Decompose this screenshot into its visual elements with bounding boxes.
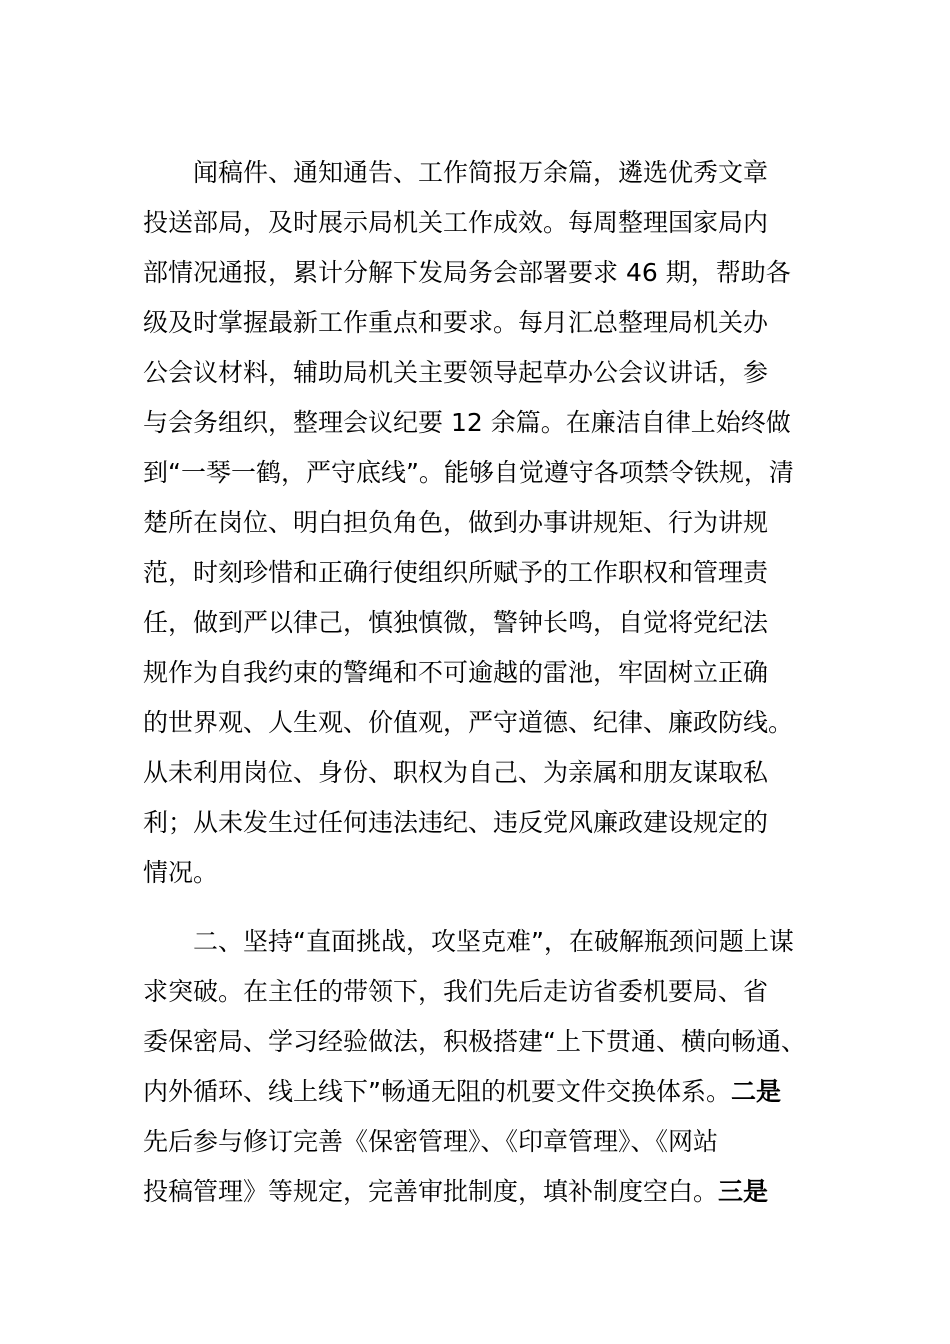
text-line: 任，做到严以律己，慎独慎微，警钟长鸣，自觉将党纪法 <box>143 608 769 637</box>
bold-marker-third: 三是 <box>718 1177 769 1206</box>
text-line <box>143 1067 811 1117</box>
text-line: 到“一琴一鹤，严守底线”。能够自觉遵守各项禁令铁规，清 <box>143 458 794 487</box>
text-line: 求突破。在主任的带领下，我们先后走访省委机要局、省 <box>143 977 769 1006</box>
text-line: 楚所在岗位、明白担负角色，做到办事讲规矩、行为讲规 <box>143 508 769 537</box>
text-line: 范，时刻珍惜和正确行使组织所赋予的工作职权和管理责 <box>143 558 769 587</box>
text-line: 规作为自我约束的警绳和不可逾越的雷池，牢固树立正确 <box>143 658 769 687</box>
text-line: 先后参与修订完善《保密管理》、《印章管理》、《网站 <box>143 1127 719 1156</box>
text-line: 部情况通报，累计分解下发局务会部署要求 46 期，帮助各 <box>143 258 791 287</box>
text-line: 利；从未发生过任何违法违纪、违反党风廉政建设规定的 <box>143 808 769 837</box>
text-line: 的世界观、人生观、价值观，严守道德、纪律、廉政防线。 <box>143 708 794 737</box>
bold-marker-second: 二是 <box>730 1077 781 1106</box>
text-line: 委保密局、学习经验做法，积极搭建“上下贯通、横向畅通、 <box>143 1027 806 1056</box>
text-line: 从未利用岗位、身份、职权为自己、为亲属和朋友谋取私 <box>143 758 769 787</box>
paragraph-integrity <box>143 148 811 898</box>
text-line: 公会议材料，辅助局机关主要领导起草办公会议讲话，参 <box>143 358 769 387</box>
text-line: 情况。 <box>143 858 219 887</box>
text-line: 投送部局，及时展示局机关工作成效。每周整理国家局内 <box>143 208 769 237</box>
text-run: 内外循环、线上线下”畅通无阻的机要文件交换体系。 <box>143 1077 731 1106</box>
text-line: 级及时掌握最新工作重点和要求。每月汇总整理局机关办 <box>143 308 769 337</box>
text-line: 与会务组织，整理会议纪要 12 余篇。在廉洁自律上始终做 <box>143 408 791 437</box>
section-heading-line: 二、坚持“直面挑战，攻坚克难”，在破解瓶颈问题上谋 <box>193 927 794 956</box>
text-run: 投稿管理》等规定，完善审批制度，填补制度空白。 <box>143 1177 719 1206</box>
text-line: 闻稿件、通知通告、工作简报万余篇，遴选优秀文章 <box>193 158 769 187</box>
paragraph-breakthrough <box>143 917 811 1217</box>
text-line <box>143 1167 811 1217</box>
